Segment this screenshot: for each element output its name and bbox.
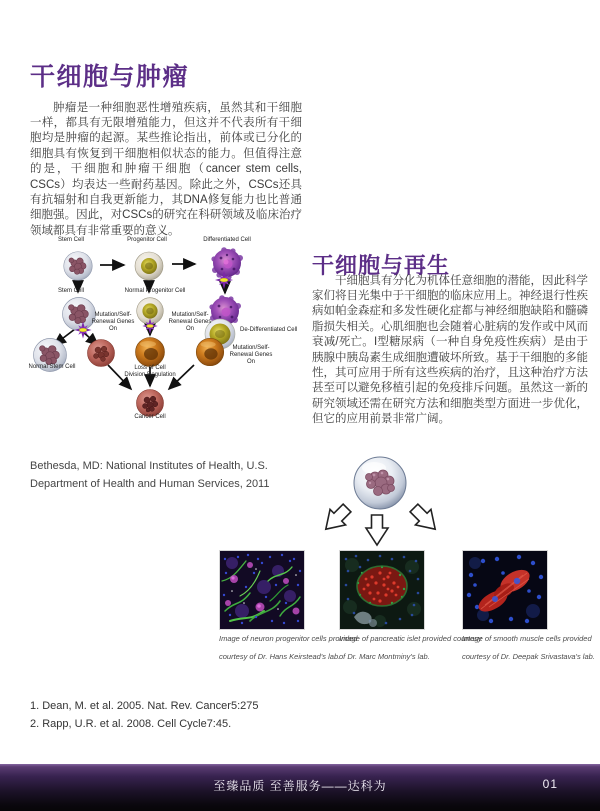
caption-smooth-muscle — [462, 634, 595, 670]
reference-2: 2. Rapp, U.R. et al. 2008. Cell Cycle7:45. — [30, 717, 232, 730]
caption-line: Image of pancreatic islet provided courtesy — [339, 634, 482, 643]
page-number: 01 — [542, 777, 558, 791]
caption-line: courtesy of Dr. Hans Keirstead's lab. — [219, 652, 341, 661]
stem-cell-diagram — [30, 233, 300, 433]
cancer-cell-graphic — [137, 390, 164, 417]
label-loss-of-regulation: Loss of Cell Division Regulation — [124, 365, 176, 378]
footer-slogan: 至臻品质 至善服务——达科为 — [213, 779, 387, 793]
stem-cell-1-graphic — [64, 252, 93, 281]
hero-graphics — [305, 450, 475, 562]
caption-line: Image of neuron progenitor cells provided — [219, 634, 358, 643]
label-differentiated-cell: Differentiated Cell — [203, 237, 251, 243]
caption-line: of Dr. Marc Montminy's lab. — [339, 652, 430, 661]
label-mutation-right: Mutation/Self-Renewal Genes On — [229, 345, 273, 365]
page-title: 干细胞与肿瘤 — [30, 62, 190, 91]
label-mutation-mid: Mutation/Self-Renewal Genes On — [168, 312, 212, 332]
citation-line-2: Department of Health and Human Services, 2011 — [30, 478, 270, 490]
label-de-differentiated-cell: De-Differentiated Cell — [240, 327, 298, 333]
tumor-paragraph: 肿瘤是一种细胞恶性增殖疾病，虽然其和干细胞一样，都具有无限增殖能力，但这并不代表所有干细胞均是肿瘤的起源。某些推论指出，前体或已分化的细胞具有恢复到干细胞相似状态的能力。但值得注意的是，干细胞和肿瘤干细胞（cancer stem cells, CSCs）均表达一些耐药基因。除此之外，CSCs还具有抗辐射和自我更新能力，其DNA修复能力也比普通细胞强。因此，对CSCs的研究在科研领域及临床治疗领域都具有非常重要的意义。 — [30, 101, 302, 237]
caption-pancreatic-islet — [339, 634, 482, 670]
citation-block — [30, 457, 310, 493]
mutated-stem-cell-graphic — [88, 340, 115, 367]
reference-list — [30, 698, 330, 733]
orange-cell-2-graphic — [196, 338, 224, 366]
differentiated-cell-graphic — [211, 247, 243, 279]
label-cancer-cell: Cancer Cell — [134, 414, 166, 420]
label-normal-stem-cell: Normal Stem Cell — [28, 364, 76, 370]
label-mutation-left: Mutation/Self-Renewal Genes On — [91, 312, 135, 332]
citation-line-1: Bethesda, MD: National Institutes of Health, U.S. — [30, 460, 268, 472]
figure-smooth-muscle-image — [462, 550, 546, 628]
progenitor-cell-graphic — [135, 252, 163, 280]
section-title-regeneration: 干细胞与再生 — [312, 253, 451, 279]
caption-line: Image of smooth muscle cells provided — [462, 634, 592, 643]
figure-neuron-progenitor-image — [219, 550, 303, 628]
label-stem-cell-mid: Stem Cell — [57, 288, 85, 294]
page-footer — [0, 764, 600, 811]
hero-stem-cell-figure — [305, 450, 475, 562]
caption-neuron-progenitor — [219, 634, 358, 670]
reference-1: 1. Dean, M. et al. 2005. Nat. Rev. Cancer5:275 — [30, 700, 259, 712]
regeneration-paragraph: 干细胞具有分化为机体任意细胞的潜能，因此科学家们将目光集中于干细胞的临床应用上。神经退行性疾病如帕金森症和多发性硬化症都与神经细胞缺陷和髓磷脂损失相关。心肌细胞也会随着心脏病的发作或中风而衰减/死亡。I型糖尿病（一种自身免疫性疾病）是由于胰腺中胰岛素生成细胞遭破坏所致。基于干细胞的多能性，其可应用于所有这些疾病的治疗，且这种治疗方法甚至可以避免移植引起的免疫排斥问题。虽然这一新的研究领域还需在研究方法和细胞类型方面进一步优化，但它的应用前景非常广阔。 — [312, 274, 588, 426]
orange-cell-1-graphic — [136, 338, 165, 367]
caption-line: courtesy of Dr. Deepak Srivastava's lab. — [462, 652, 595, 661]
label-progenitor-cell: Progenitor Cell — [127, 237, 167, 243]
label-stem-cell-top: Stem Cell — [57, 237, 85, 243]
label-normal-progenitor-cell: Normal Progenitor Cell — [124, 288, 186, 294]
figure-pancreatic-islet-image — [339, 550, 423, 628]
hero-stem-cell-graphic — [354, 457, 406, 509]
